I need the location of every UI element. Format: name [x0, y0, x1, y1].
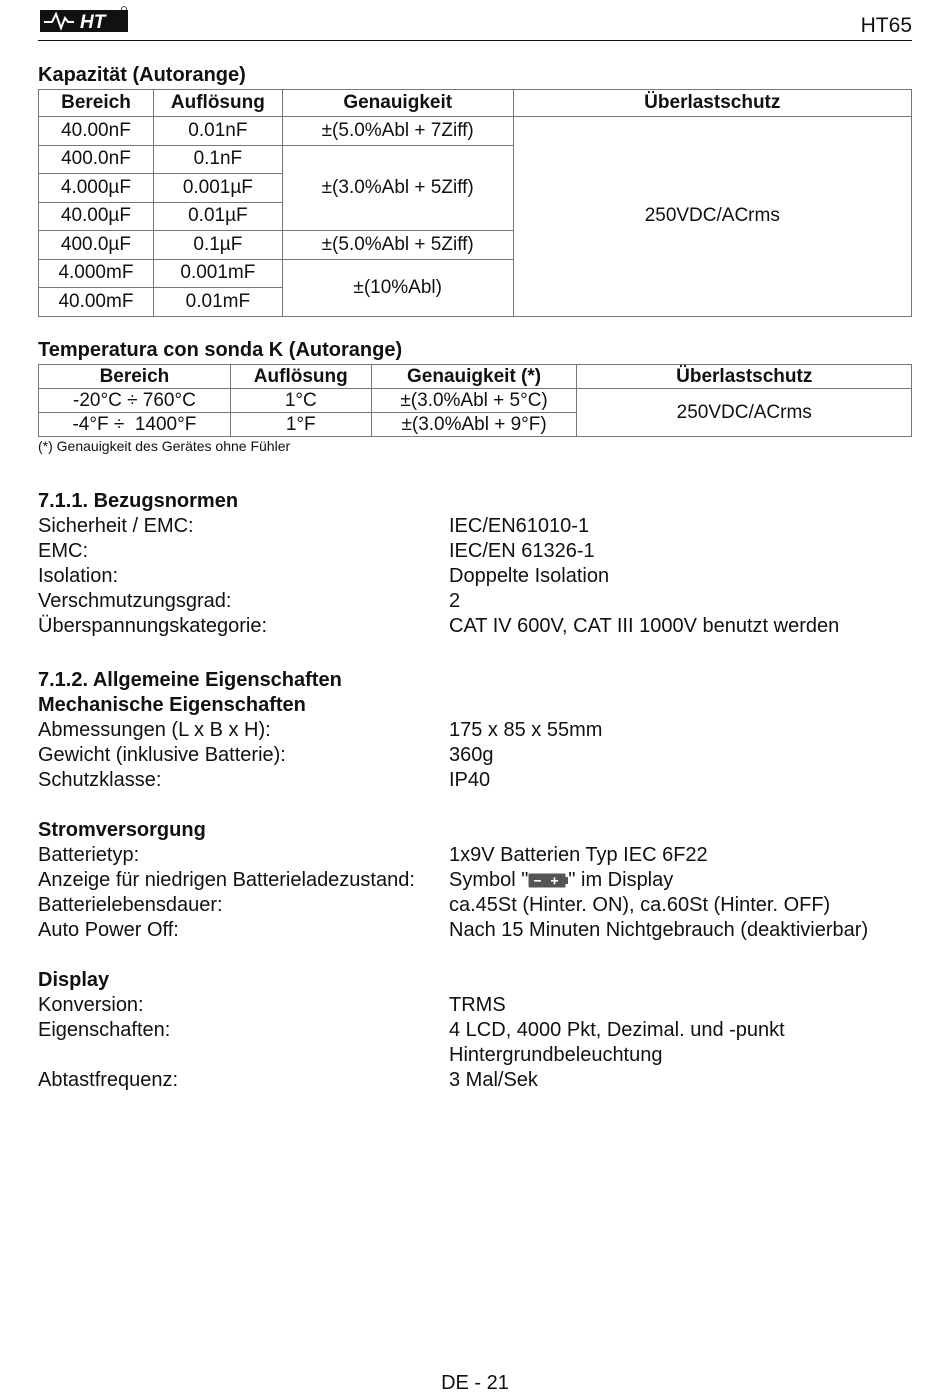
ht-logo-icon — [40, 6, 128, 34]
spec-value: 3 Mal/Sek — [449, 1069, 538, 1091]
spec-label: EMC: — [38, 540, 88, 562]
table-row — [39, 389, 912, 413]
spec-row — [38, 565, 918, 590]
spec-value: Doppelte Isolation — [449, 565, 610, 587]
spec-value — [449, 869, 673, 892]
spec-value: 175 x 85 x 55mm — [449, 719, 603, 741]
temperature-title: Temperatura con sonda K (Autorange) — [38, 339, 403, 361]
spec-label: Abtastfrequenz: — [38, 1069, 179, 1091]
spec-row — [38, 869, 918, 894]
standards-title: 7.1.1. Bezugsnormen — [38, 490, 239, 512]
spec-value: IEC/EN 61326-1 — [449, 540, 595, 562]
table-header-row — [39, 90, 912, 117]
range-cell: -4°F ÷ 1400°F — [39, 413, 231, 437]
spec-label: Verschmutzungsgrad: — [38, 590, 232, 612]
page-number: DE - 21 — [441, 1372, 509, 1394]
spec-value: ca.45St (Hinter. ON), ca.60St (Hinter. OFF) — [449, 894, 831, 916]
spec-value: Nach 15 Minuten Nichtgebrauch (deaktivierbar) — [449, 919, 869, 941]
spec-value: IP40 — [449, 769, 491, 791]
spec-value: Hintergrundbeleuchtung — [449, 1044, 663, 1066]
accuracy-cell: ±(3.0%Abl + 9°F) — [371, 413, 577, 437]
spec-value: 2 — [449, 590, 461, 612]
table-header-row — [39, 365, 912, 389]
resolution-cell: 0.1nF — [153, 145, 282, 174]
spec-label: Auto Power Off: — [38, 919, 179, 941]
spec-label: Eigenschaften: — [38, 1019, 171, 1041]
range-cell: 40.00nF — [39, 117, 154, 146]
spec-label: Sicherheit / EMC: — [38, 515, 194, 537]
header-range: Bereich — [39, 90, 154, 117]
spec-row — [38, 919, 918, 944]
header-protection: Überlastschutz — [513, 90, 911, 117]
resolution-cell: 0.01mF — [153, 288, 282, 317]
spec-row — [38, 844, 918, 869]
capacity-table — [38, 89, 912, 317]
resolution-cell: 1°C — [230, 389, 371, 413]
spec-row — [38, 744, 918, 769]
spec-value: IEC/EN61010-1 — [449, 515, 590, 537]
header-resolution: Auflösung — [230, 365, 371, 389]
protection-cell: 250VDC/ACrms — [513, 117, 911, 317]
spec-row — [38, 769, 918, 794]
spec-value: 360g — [449, 744, 494, 766]
range-cell: -20°C ÷ 760°C — [39, 389, 231, 413]
resolution-cell: 1°F — [230, 413, 371, 437]
accuracy-cell: ±(3.0%Abl + 5Ziff) — [282, 145, 513, 231]
spec-value: 4 LCD, 4000 Pkt, Dezimal. und -punkt — [449, 1019, 785, 1041]
power-title: Stromversorgung — [38, 819, 206, 841]
spec-value: CAT IV 600V, CAT III 1000V benutzt werden — [449, 615, 840, 637]
spec-row — [38, 719, 918, 744]
spec-value: TRMS — [449, 994, 506, 1016]
spec-row — [38, 1019, 918, 1044]
range-cell: 400.0nF — [39, 145, 154, 174]
spec-value: 1x9V Batterien Typ IEC 6F22 — [449, 844, 708, 866]
accuracy-cell: ±(5.0%Abl + 5Ziff) — [282, 231, 513, 260]
page-header — [38, 0, 912, 42]
spec-row — [38, 540, 918, 565]
spec-value-suffix: " im Display — [568, 869, 674, 891]
spec-row — [38, 894, 918, 919]
resolution-cell: 0.01nF — [153, 117, 282, 146]
accuracy-cell: ±(5.0%Abl + 7Ziff) — [282, 117, 513, 146]
mechanical-title: Mechanische Eigenschaften — [38, 694, 306, 716]
header-divider — [38, 40, 912, 41]
range-cell: 4.000mF — [39, 259, 154, 288]
spec-label: Schutzklasse: — [38, 769, 162, 791]
spec-label: Anzeige für niedrigen Batterieladezustand: — [38, 869, 415, 891]
spec-row — [38, 994, 918, 1019]
spec-row — [38, 590, 918, 615]
accuracy-cell: ±(10%Abl) — [282, 259, 513, 316]
table-footnote: (*) Genauigkeit des Gerätes ohne Fühler — [38, 438, 291, 454]
spec-row — [38, 1069, 918, 1094]
spec-row — [38, 1044, 918, 1069]
accuracy-cell: ±(3.0%Abl + 5°C) — [371, 389, 577, 413]
spec-value-prefix: Symbol " — [449, 869, 529, 891]
header-accuracy: Genauigkeit (*) — [371, 365, 577, 389]
spec-label: Gewicht (inklusive Batterie): — [38, 744, 286, 766]
protection-cell: 250VDC/ACrms — [577, 389, 912, 437]
range-cell: 400.0µF — [39, 231, 154, 260]
spec-label: Batterielebensdauer: — [38, 894, 223, 916]
model-label: HT65 — [860, 14, 912, 37]
header-range: Bereich — [39, 365, 231, 389]
display-title: Display — [38, 969, 110, 991]
capacity-title: Kapazität (Autorange) — [38, 64, 246, 86]
range-cell: 40.00mF — [39, 288, 154, 317]
resolution-cell: 0.001mF — [153, 259, 282, 288]
spec-label: Abmessungen (L x B x H): — [38, 719, 271, 741]
resolution-cell: 0.001µF — [153, 174, 282, 203]
spec-label: Batterietyp: — [38, 844, 140, 866]
header-resolution: Auflösung — [153, 90, 282, 117]
temperature-table — [38, 364, 912, 437]
spec-row — [38, 515, 918, 540]
spec-label: Konversion: — [38, 994, 144, 1016]
range-cell: 4.000µF — [39, 174, 154, 203]
spec-label: Überspannungskategorie: — [38, 615, 268, 637]
general-title: 7.1.2. Allgemeine Eigenschaften — [38, 669, 342, 691]
spec-row — [38, 615, 918, 640]
battery-low-icon — [528, 873, 568, 888]
resolution-cell: 0.01µF — [153, 202, 282, 231]
spec-label: Isolation: — [38, 565, 119, 587]
table-row — [39, 117, 912, 146]
range-cell: 40.00µF — [39, 202, 154, 231]
resolution-cell: 0.1µF — [153, 231, 282, 260]
brand-text: HT — [80, 12, 106, 33]
header-accuracy: Genauigkeit — [282, 90, 513, 117]
header-protection: Überlastschutz — [577, 365, 912, 389]
